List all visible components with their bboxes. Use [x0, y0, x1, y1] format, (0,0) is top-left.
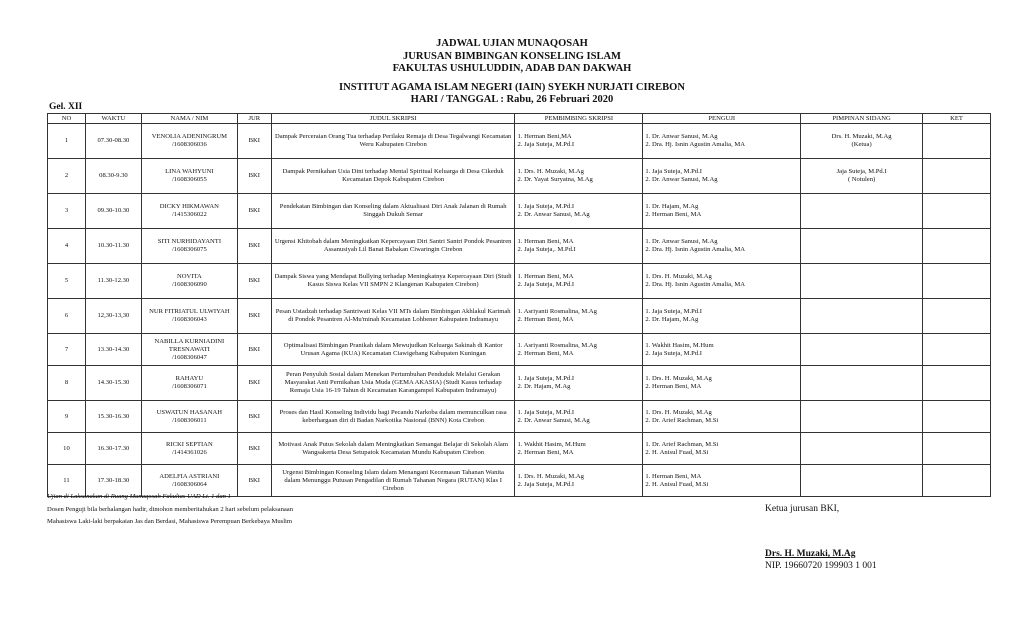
penguji-1: 1. Jaja Suteja, M.Pd.I — [645, 168, 702, 175]
cell-waktu: 12,30-13,30 — [85, 299, 141, 334]
pembimbing-1: 1. Wakhit Hasim, M.Hum — [517, 440, 586, 448]
student-nim: /1608306090 — [171, 281, 207, 288]
table-row — [48, 366, 991, 401]
cell-penguji — [643, 366, 801, 401]
penguji-2: 2. Dr. Anwar Sanusi, M.Ag — [645, 176, 718, 183]
student-name: VENOLIA ADENINGRUM — [151, 133, 227, 140]
cell-jur: BKI — [237, 465, 271, 497]
cell-jur: BKI — [237, 264, 271, 299]
cell-jur: BKI — [237, 194, 271, 229]
pembimbing-2: 2. Jaja Suteja,. M.Pd.I — [517, 246, 576, 253]
col-penguji: PENGUJI — [643, 114, 801, 124]
pembimbing-2: 2. Dr. Anwar Sanusi, M.Ag — [517, 416, 590, 424]
cell-jur: BKI — [237, 299, 271, 334]
penguji-1: 1. Jaja Suteja, M.Pd.I — [645, 308, 702, 315]
penguji-2: 2. Dra. Hj. Isnin Agustin Amalia, MA — [645, 281, 745, 288]
cell-no: 7 — [48, 334, 86, 366]
pembimbing-1: 1. Herman Beni, MA — [517, 238, 574, 245]
student-nim: /1608306043 — [171, 316, 207, 323]
cell-no: 4 — [48, 229, 86, 264]
student-name: RAHAYU — [175, 375, 204, 382]
col-pembimbing: PEMBIMBING SKRIPSI — [515, 114, 643, 124]
pembimbing-1: 1. Jaja Suteja, M.Pd.I — [517, 375, 575, 382]
cell-pimpinan — [801, 433, 923, 465]
cell-no: 3 — [48, 194, 86, 229]
cell-waktu: 17.30-18.30 — [85, 465, 141, 497]
penguji-1: 1. Dr. Arief Rachman, M.Si — [645, 440, 719, 448]
cell-nama-nim — [141, 229, 237, 264]
student-nim: /1608306047 — [171, 353, 207, 361]
cell-pimpinan — [801, 194, 923, 229]
cell-no: 2 — [48, 159, 86, 194]
cell-judul: Optimalisasi Bimbingan Pranikah dalam Mewujudkan Keluarga Sakinah di Kantor Urusan Agama (KUA) Kecamatan Ciawigebang Kabupaten Kuningan — [271, 334, 515, 366]
cell-ket — [923, 401, 991, 433]
pimpinan-name: Jaja Suteja, M.Pd.I — [836, 168, 887, 175]
penguji-2: 2. H. Anisul Fuad, M.Si — [645, 480, 709, 488]
cell-pimpinan — [801, 264, 923, 299]
cell-no: 8 — [48, 366, 86, 401]
cell-pembimbing — [515, 124, 643, 159]
cell-jur: BKI — [237, 401, 271, 433]
footer-notes — [47, 493, 293, 530]
pembimbing-2: 2. Herman Beni, MA — [517, 448, 574, 456]
pembimbing-2: 2. Jaja Suteja, M.Pd.I — [517, 480, 575, 488]
cell-jur: BKI — [237, 229, 271, 264]
cell-penguji — [643, 229, 801, 264]
pembimbing-2: 2. Dr. Hajam, M.Ag — [517, 383, 571, 390]
cell-nama-nim — [141, 299, 237, 334]
student-name: NUR FITRIATUL ULWIYAH — [149, 308, 230, 315]
cell-pembimbing — [515, 159, 643, 194]
header-date: HARI / TANGGAL : Rabu, 26 Februari 2020 — [410, 94, 614, 105]
header-department: JURUSAN BIMBINGAN KONSELING ISLAM — [403, 50, 621, 62]
pembimbing-2: 2. Herman Beni, MA — [517, 349, 574, 357]
cell-waktu: 10.30-11.30 — [85, 229, 141, 264]
col-ket: KET — [923, 114, 991, 124]
col-jur: JUR — [237, 114, 271, 124]
pembimbing-1: 1. Asriyanti Rosmalina, M.Ag — [517, 308, 597, 315]
penguji-1: 1. Dr. Anwar Sanusi, M.Ag — [645, 133, 718, 140]
note-dress-code: Mahasiswa Laki-laki berpakaian Jas dan Berdasi, Mahasiswa Perempuan Berkebaya Muslim — [47, 518, 292, 525]
penguji-1: 1. Herman Beni, MA — [645, 472, 702, 480]
cell-pimpinan — [801, 159, 923, 194]
cell-penguji — [643, 159, 801, 194]
cell-pembimbing — [515, 194, 643, 229]
cell-no: 11 — [48, 465, 86, 497]
header-faculty: FAKULTAS USHULUDDIN, ADAB DAN DAKWAH — [392, 63, 632, 74]
col-pimpinan: PIMPINAN SIDANG — [801, 114, 923, 124]
col-nama-nim: NAMA / NIM — [141, 114, 237, 124]
student-name: NOVITA — [176, 273, 202, 280]
cell-waktu: 08.30-9.30 — [85, 159, 141, 194]
cell-no: 5 — [48, 264, 86, 299]
penguji-1: 1. Dr. Hajam, M.Ag — [645, 203, 699, 210]
cell-pembimbing — [515, 433, 643, 465]
cell-nama-nim — [141, 366, 237, 401]
cell-pembimbing — [515, 264, 643, 299]
cell-pimpinan — [801, 401, 923, 433]
student-nim: /1415306022 — [171, 211, 207, 218]
cell-judul: Dampak Pernikahan Usia Dini terhadap Mental Spiritual Keluarga di Desa Cikeduk Kecamatan Depok Kabupaten Cirebon — [271, 159, 515, 194]
cell-penguji — [643, 465, 801, 497]
cell-waktu: 15.30-16.30 — [85, 401, 141, 433]
student-name: LINA WAHYUNI — [165, 168, 214, 175]
pembimbing-1: 1. Asriyanti Rosmalina, M.Ag — [517, 341, 597, 349]
cell-judul: Pesan Ustadzah terhadap Santriwati Kelas VII MTs dalam Bimbingan Akhlakul Karimah di Pondok Pesantren Al-Mu'minah Kecamatan Lohbener Kabupaten Indramayu — [271, 299, 515, 334]
signature-title: Ketua jurusan BKI, — [765, 504, 840, 514]
cell-penguji — [643, 194, 801, 229]
table-row — [48, 334, 991, 366]
pembimbing-1: 1. Herman Beni,MA — [517, 133, 572, 140]
cell-waktu: 09.30-10.30 — [85, 194, 141, 229]
table-row — [48, 433, 991, 465]
cell-ket — [923, 433, 991, 465]
cell-pimpinan — [801, 465, 923, 497]
penguji-2: 2. Herman Beni, MA — [645, 383, 702, 390]
table-row — [48, 264, 991, 299]
penguji-2: 2. H. Anisul Fuad, M.Si — [645, 448, 709, 456]
table-row — [48, 124, 991, 159]
cell-ket — [923, 159, 991, 194]
student-nim: /1608306071 — [171, 383, 207, 390]
cell-penguji — [643, 401, 801, 433]
cell-penguji — [643, 124, 801, 159]
penguji-2: 2. Dra. Hj. Isnin Agustin Amalia, MA — [645, 246, 745, 253]
col-no: NO — [48, 114, 86, 124]
cell-pimpinan — [801, 366, 923, 401]
pimpinan-role: (Ketua) — [851, 141, 872, 148]
cell-ket — [923, 465, 991, 497]
student-nim: /1608306036 — [171, 141, 207, 148]
cell-ket — [923, 229, 991, 264]
document-header — [0, 38, 1024, 107]
pembimbing-1: 1. Drs. H. Muzaki, M.Ag — [517, 168, 584, 175]
cell-penguji — [643, 264, 801, 299]
pembimbing-2: 2. Jaja Suteja, M.Pd.I — [517, 141, 575, 148]
col-judul: JUDUL SKRIPSI — [271, 114, 515, 124]
cell-pimpinan — [801, 299, 923, 334]
cell-judul: Peran Penyuluh Sosial dalam Menekan Pertumbuhan Penduduk Melalui Gerakan Masyarakat Anti Pernikahan Usia Muda (GEMA AKASIA) (Studi Kasus terhadap Remaja Usia 16-19 Tahun di Kecamatan Karangampel Kabupaten Indramayu) — [271, 366, 515, 401]
cell-waktu: 13.30-14.30 — [85, 334, 141, 366]
cell-waktu: 14.30-15.30 — [85, 366, 141, 401]
cell-jur: BKI — [237, 366, 271, 401]
cell-judul: Dampak Perceraian Orang Tua terhadap Perilaku Remaja di Desa Tegalwangi Kecamatan Weru Kabupaten Cirebon — [271, 124, 515, 159]
pembimbing-1: 1. Jaja Suteja, M.Pd.I — [517, 408, 575, 416]
cell-nama-nim — [141, 334, 237, 366]
cell-jur: BKI — [237, 159, 271, 194]
pembimbing-2: 2. Herman Beni, MA — [517, 316, 574, 323]
student-name: USWATUN HASANAH — [156, 408, 223, 416]
signature-nip: NIP. 19660720 199903 1 001 — [765, 561, 877, 571]
table-row — [48, 194, 991, 229]
student-name: RICKI SEPTIAN — [166, 440, 213, 448]
pembimbing-1: 1. Drs. H. Muzaki, M.Ag — [517, 472, 584, 480]
signature-name: Drs. H. Muzaki, M.Ag — [765, 549, 856, 559]
penguji-1: 1. Drs. H. Muzaki, M.Ag — [645, 375, 712, 382]
cell-ket — [923, 334, 991, 366]
cell-nama-nim — [141, 264, 237, 299]
cell-waktu: 07.30-08.30 — [85, 124, 141, 159]
cell-pembimbing — [515, 465, 643, 497]
cell-pembimbing — [515, 229, 643, 264]
penguji-1: 1. Dr. Anwar Sanusi, M.Ag — [645, 238, 718, 245]
cell-pembimbing — [515, 366, 643, 401]
cell-nama-nim — [141, 159, 237, 194]
student-name: ADELFIA ASTRIANI — [159, 472, 220, 480]
cell-nama-nim — [141, 124, 237, 159]
cell-jur: BKI — [237, 433, 271, 465]
pembimbing-1: 1. Herman Beni, MA — [517, 273, 574, 280]
table-header-row — [48, 114, 991, 124]
gel-label: Gel. XII — [49, 102, 83, 112]
student-nim: /1608306055 — [171, 176, 207, 183]
header-institute: INSTITUT AGAMA ISLAM NEGERI (IAIN) SYEKH NURJATI CIREBON — [339, 81, 685, 93]
cell-ket — [923, 264, 991, 299]
cell-pembimbing — [515, 401, 643, 433]
cell-nama-nim — [141, 465, 237, 497]
penguji-2: 2. Dra. Hj. Isnin Agustin Amalia, MA — [645, 141, 745, 148]
student-nim: /1414361026 — [171, 448, 207, 456]
student-name: NABILLA KURNIADINI TRESNAWATI — [154, 337, 225, 353]
schedule-table — [47, 113, 991, 497]
cell-penguji — [643, 433, 801, 465]
cell-pembimbing — [515, 299, 643, 334]
cell-no: 9 — [48, 401, 86, 433]
cell-no: 1 — [48, 124, 86, 159]
cell-judul: Urgensi Khitobah dalam Meningkatkan Kepercayaan Diri Santri Santri Pondok Pesantren Assanusiyah Lil Banat Babakan Ciwaringin Cirebon — [271, 229, 515, 264]
cell-judul: Urgensi Bimbingan Konseling Islam dalam Menangani Kecemasan Tahanan Wanita dalam Menunggu Putusan Pengadilan di Rumah Tahanan Negara (RUTAN) Klas I Cirebon — [271, 465, 515, 497]
table-row — [48, 401, 991, 433]
cell-waktu: 11.30-12.30 — [85, 264, 141, 299]
cell-ket — [923, 194, 991, 229]
pembimbing-1: 1. Jaja Suteja, M.Pd.I — [517, 203, 575, 210]
cell-ket — [923, 299, 991, 334]
cell-no: 10 — [48, 433, 86, 465]
table-row — [48, 159, 991, 194]
cell-pimpinan — [801, 229, 923, 264]
note-location: Ujian di Laksanakan di Ruang Munaqosah Fakultas UAD Lt. 1 dan 1 — [47, 493, 231, 500]
student-nim: /1608306075 — [171, 246, 207, 253]
note-absence: Dosen Penguji bila berhalangan hadir, dimohon memberitahukan 2 hari sebelum pelaksanaan — [47, 506, 294, 513]
student-nim: /1608306011 — [172, 416, 207, 424]
cell-nama-nim — [141, 401, 237, 433]
cell-judul: Proses dan Hasil Konseling Individu bagi Pecandu Narkoba dalam memunculkan rasa keberhargaan diri di Badan Narkotika Nasional (BNN) Kota Cirebon — [271, 401, 515, 433]
cell-no: 6 — [48, 299, 86, 334]
cell-nama-nim — [141, 433, 237, 465]
cell-penguji — [643, 334, 801, 366]
pembimbing-2: 2. Dr. Yayat Suryatna, M.Ag — [517, 176, 593, 183]
table-row — [48, 465, 991, 497]
pembimbing-2: 2. Jaja Suteja, M.Pd.I — [517, 281, 575, 288]
cell-ket — [923, 366, 991, 401]
cell-pembimbing — [515, 334, 643, 366]
penguji-2: 2. Dr. Arief Rachman, M.Si — [645, 416, 719, 424]
student-nim: /1608306064 — [171, 480, 207, 488]
penguji-2: 2. Jaja Suteja, M.Pd.I — [645, 349, 702, 357]
cell-judul: Pendekatan Bimbingan dan Konseling dalam Aktualisasi Diri Anak Jalanan di Rumah Singgah Dukuh Semar — [271, 194, 515, 229]
header-title: JADWAL UJIAN MUNAQOSAH — [436, 38, 588, 49]
cell-ket — [923, 124, 991, 159]
cell-judul: Motivasi Anak Putus Sekolah dalam Meningkatkan Semangat Belajar di Sekolah Alam Wangsakerta Desa Setupatok Kecamatan Mundu Kabupaten Cirebon — [271, 433, 515, 465]
cell-waktu: 16.30-17.30 — [85, 433, 141, 465]
penguji-2: 2. Herman Beni, MA — [645, 211, 702, 218]
pimpinan-role: ( Notulen) — [847, 176, 876, 183]
pimpinan-name: Drs. H. Muzaki, M.Ag — [831, 133, 892, 140]
penguji-2: 2. Dr. Hajam, M.Ag — [645, 316, 699, 323]
cell-jur: BKI — [237, 124, 271, 159]
penguji-1: 1. Wakhit Hasim, M.Hum — [645, 341, 714, 349]
cell-judul: Dampak Siswa yang Mendapat Bullying terhadap Meningkatnya Kepercayaan Diri (Studi Kasus Siswa Kelas VII SMPN 2 Klangenan Kabupaten Cirebon) — [271, 264, 515, 299]
student-name: DICKY HIKMAWAN — [159, 203, 219, 210]
cell-pimpinan — [801, 334, 923, 366]
table-row — [48, 299, 991, 334]
col-waktu: WAKTU — [85, 114, 141, 124]
cell-penguji — [643, 299, 801, 334]
penguji-1: 1. Drs. H. Muzaki, M.Ag — [645, 273, 712, 280]
cell-jur: BKI — [237, 334, 271, 366]
penguji-1: 1. Drs. H. Muzaki, M.Ag — [645, 408, 712, 416]
cell-pimpinan — [801, 124, 923, 159]
cell-nama-nim — [141, 194, 237, 229]
table-row — [48, 229, 991, 264]
student-name: SITI NURHIDAYANTI — [157, 238, 222, 245]
pembimbing-2: 2. Dr. Anwar Sanusi, M.Ag — [517, 211, 590, 218]
